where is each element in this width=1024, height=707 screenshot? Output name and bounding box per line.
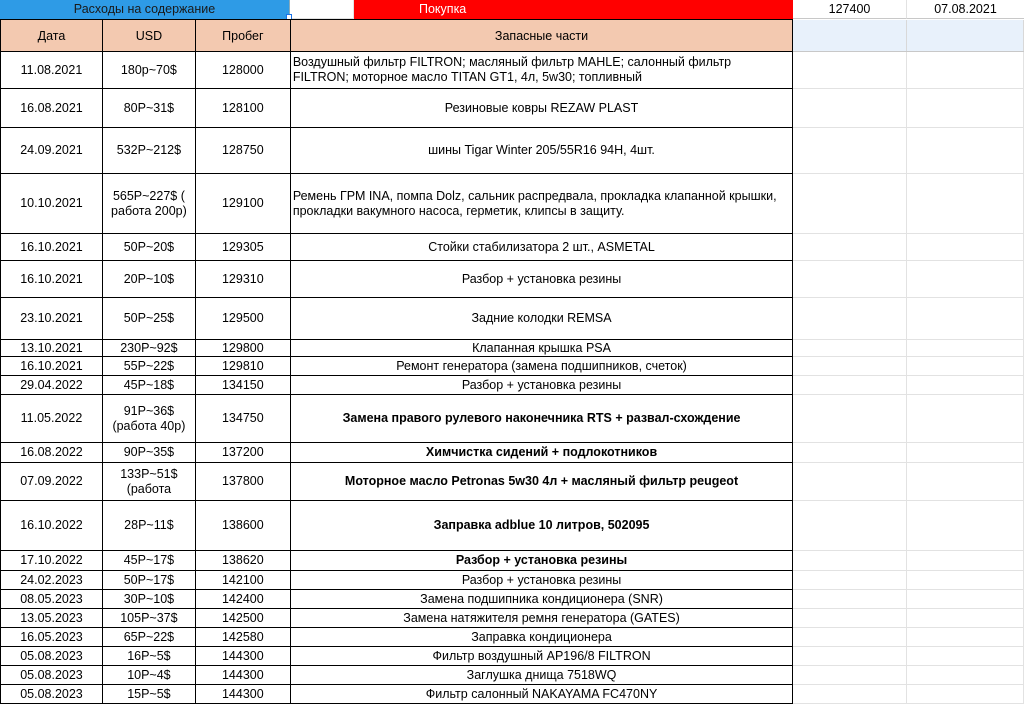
empty-cell[interactable]	[793, 340, 907, 357]
empty-cell[interactable]	[793, 234, 907, 261]
usd-cell[interactable]: 10Р~4$	[102, 666, 195, 685]
date-cell[interactable]: 13.05.2023	[1, 609, 103, 628]
table-row	[1, 571, 1024, 590]
date-cell[interactable]: 24.09.2021	[1, 128, 103, 174]
parts-cell[interactable]: Стойки стабилизатора 2 шт., ASMETAL	[290, 234, 792, 261]
mileage-cell[interactable]: 142500	[195, 609, 290, 628]
sheet-title-cell[interactable]: Расходы на содержание	[0, 0, 290, 19]
parts-cell[interactable]: Задние колодки REMSA	[290, 298, 792, 340]
usd-cell[interactable]: 230Р~92$	[102, 340, 195, 357]
empty-cell[interactable]	[793, 647, 907, 666]
usd-cell[interactable]: 80Р~31$	[102, 89, 195, 128]
empty-cell[interactable]	[907, 628, 1024, 647]
empty-cell[interactable]	[907, 376, 1024, 395]
table-row	[1, 590, 1024, 609]
table-row	[1, 443, 1024, 463]
parts-cell[interactable]: Замена натяжителя ремня генератора (GATES)	[290, 609, 792, 628]
date-cell[interactable]: 16.10.2021	[1, 261, 103, 298]
empty-cell[interactable]	[793, 685, 907, 704]
empty-cell[interactable]	[907, 174, 1024, 234]
parts-cell[interactable]: Ремень ГРМ INA, помпа Dolz, сальник распредвала, прокладка клапанной крышки, прокладки вакумного насоса, герметик, клипсы в защиту.	[290, 174, 792, 234]
table-row	[1, 261, 1024, 298]
empty-cell[interactable]	[290, 0, 354, 19]
date-cell[interactable]: 16.05.2023	[1, 628, 103, 647]
empty-cell[interactable]	[793, 666, 907, 685]
table-row	[1, 463, 1024, 501]
mileage-cell[interactable]: 129800	[195, 340, 290, 357]
usd-cell[interactable]: 565Р~227$ ( работа 200р)	[102, 174, 195, 234]
empty-cell[interactable]	[907, 357, 1024, 376]
header-parts[interactable]: Запасные части	[290, 20, 792, 52]
mileage-cell[interactable]: 128100	[195, 89, 290, 128]
mileage-cell[interactable]: 128000	[195, 52, 290, 89]
empty-cell[interactable]	[907, 234, 1024, 261]
usd-cell[interactable]: 65Р~22$	[102, 628, 195, 647]
parts-cell[interactable]: Разбор + установка резины	[290, 376, 792, 395]
empty-cell[interactable]	[907, 551, 1024, 571]
parts-cell[interactable]: Фильтр воздушный AP196/8 FILTRON	[290, 647, 792, 666]
parts-cell[interactable]: Заглушка днища 7518WQ	[290, 666, 792, 685]
empty-cell[interactable]	[907, 52, 1024, 89]
date-cell[interactable]: 16.10.2021	[1, 357, 103, 376]
empty-cell[interactable]	[907, 395, 1024, 443]
table-row	[1, 174, 1024, 234]
empty-cell[interactable]	[793, 357, 907, 376]
empty-cell[interactable]	[907, 609, 1024, 628]
table-row	[1, 647, 1024, 666]
table-row	[1, 628, 1024, 647]
empty-cell[interactable]	[793, 501, 907, 551]
empty-cell[interactable]	[907, 647, 1024, 666]
usd-cell[interactable]: 133Р~51$ (работа	[102, 463, 195, 501]
mileage-cell[interactable]: 138600	[195, 501, 290, 551]
parts-cell[interactable]: шины Tigar Winter 205/55R16 94H, 4шт.	[290, 128, 792, 174]
mileage-cell[interactable]: 137800	[195, 463, 290, 501]
usd-cell[interactable]: 45Р~18$	[102, 376, 195, 395]
empty-cell[interactable]	[907, 128, 1024, 174]
table-row	[1, 89, 1024, 128]
table-row	[1, 234, 1024, 261]
table-row	[1, 551, 1024, 571]
empty-cell[interactable]	[793, 463, 907, 501]
parts-cell[interactable]: Заправка кондиционера	[290, 628, 792, 647]
usd-cell[interactable]: 91Р~36$ (работа 40р)	[102, 395, 195, 443]
date-cell[interactable]: 11.08.2021	[1, 52, 103, 89]
parts-cell[interactable]: Замена подшипника кондиционера (SNR)	[290, 590, 792, 609]
usd-cell[interactable]: 20Р~10$	[102, 261, 195, 298]
mileage-cell[interactable]: 142580	[195, 628, 290, 647]
table-row	[1, 340, 1024, 357]
empty-cell[interactable]	[793, 128, 907, 174]
table-row	[1, 395, 1024, 443]
header-mileage[interactable]: Пробег	[195, 20, 290, 52]
empty-cell[interactable]	[793, 52, 907, 89]
table-row	[1, 357, 1024, 376]
empty-cell[interactable]	[793, 174, 907, 234]
mileage-cell[interactable]: 144300	[195, 647, 290, 666]
mileage-cell[interactable]: 129500	[195, 298, 290, 340]
empty-cell[interactable]	[907, 571, 1024, 590]
purchase-date-cell[interactable]: 07.08.2021	[907, 0, 1024, 19]
mileage-cell[interactable]: 142400	[195, 590, 290, 609]
mileage-cell[interactable]: 134150	[195, 376, 290, 395]
top-row	[0, 0, 1024, 19]
table-row	[1, 501, 1024, 551]
parts-cell[interactable]: Химчистка сидений + подлокотников	[290, 443, 792, 463]
mileage-cell[interactable]: 134750	[195, 395, 290, 443]
header-date[interactable]: Дата	[1, 20, 103, 52]
mileage-cell[interactable]: 129100	[195, 174, 290, 234]
mileage-cell[interactable]: 142100	[195, 571, 290, 590]
parts-cell[interactable]: Резиновые ковры REZAW PLAST	[290, 89, 792, 128]
mileage-cell[interactable]: 129810	[195, 357, 290, 376]
header-row	[1, 20, 1024, 52]
mileage-cell[interactable]: 128750	[195, 128, 290, 174]
date-cell[interactable]: 08.05.2023	[1, 590, 103, 609]
table-row	[1, 685, 1024, 704]
empty-cell[interactable]	[793, 376, 907, 395]
parts-cell[interactable]: Разбор + установка резины	[290, 551, 792, 571]
date-cell[interactable]: 16.10.2021	[1, 234, 103, 261]
empty-cell[interactable]	[793, 551, 907, 571]
usd-cell[interactable]: 180р~70$	[102, 52, 195, 89]
empty-cell[interactable]	[793, 571, 907, 590]
parts-cell[interactable]: Воздушный фильтр FILTRON; масляный фильтр MAHLE; салонный фильтр FILTRON; моторное масло TITAN GT1, 4л, 5w30; топливный	[290, 52, 792, 89]
empty-cell[interactable]	[793, 395, 907, 443]
date-cell[interactable]: 11.05.2022	[1, 395, 103, 443]
date-cell[interactable]: 13.10.2021	[1, 340, 103, 357]
date-cell[interactable]: 24.02.2023	[1, 571, 103, 590]
usd-cell[interactable]: 55Р~22$	[102, 357, 195, 376]
empty-cell[interactable]	[907, 261, 1024, 298]
mileage-cell[interactable]: 129310	[195, 261, 290, 298]
parts-cell[interactable]: Клапанная крышка PSA	[290, 340, 792, 357]
usd-cell[interactable]: 105Р~37$	[102, 609, 195, 628]
table-row	[1, 376, 1024, 395]
table-row	[1, 666, 1024, 685]
empty-cell[interactable]	[793, 443, 907, 463]
usd-cell[interactable]: 30Р~10$	[102, 590, 195, 609]
usd-cell[interactable]: 50Р~25$	[102, 298, 195, 340]
table-row	[1, 52, 1024, 89]
date-cell[interactable]: 10.10.2021	[1, 174, 103, 234]
usd-cell[interactable]: 50Р~17$	[102, 571, 195, 590]
mileage-cell[interactable]: 144300	[195, 685, 290, 704]
empty-cell[interactable]	[793, 89, 907, 128]
date-cell[interactable]: 05.08.2023	[1, 647, 103, 666]
empty-cell[interactable]	[793, 628, 907, 647]
mileage-cell[interactable]: 129305	[195, 234, 290, 261]
purchase-label-cell[interactable]: Покупка	[354, 0, 793, 19]
parts-cell[interactable]: Разбор + установка резины	[290, 571, 792, 590]
usd-cell[interactable]: 16Р~5$	[102, 647, 195, 666]
table-row	[1, 609, 1024, 628]
table-row	[1, 298, 1024, 340]
empty-cell[interactable]	[907, 443, 1024, 463]
date-cell[interactable]: 16.08.2022	[1, 443, 103, 463]
table-row	[1, 128, 1024, 174]
parts-cell[interactable]: Заправка adblue 10 литров, 502095	[290, 501, 792, 551]
usd-cell[interactable]: 45Р~17$	[102, 551, 195, 571]
empty-cell[interactable]	[907, 298, 1024, 340]
usd-cell[interactable]: 90Р~35$	[102, 443, 195, 463]
empty-cell[interactable]	[907, 590, 1024, 609]
mileage-cell[interactable]: 144300	[195, 666, 290, 685]
usd-cell[interactable]: 50Р~20$	[102, 234, 195, 261]
date-cell[interactable]: 17.10.2022	[1, 551, 103, 571]
empty-cell[interactable]	[907, 340, 1024, 357]
mileage-cell[interactable]: 137200	[195, 443, 290, 463]
expenses-table	[0, 19, 1024, 704]
date-cell[interactable]: 23.10.2021	[1, 298, 103, 340]
mileage-cell[interactable]: 138620	[195, 551, 290, 571]
parts-cell[interactable]: Разбор + установка резины	[290, 261, 792, 298]
date-cell[interactable]: 07.09.2022	[1, 463, 103, 501]
usd-cell[interactable]: 15Р~5$	[102, 685, 195, 704]
date-cell[interactable]: 16.10.2022	[1, 501, 103, 551]
empty-cell[interactable]	[793, 590, 907, 609]
usd-cell[interactable]: 28Р~11$	[102, 501, 195, 551]
empty-cell[interactable]	[793, 20, 907, 52]
header-usd[interactable]: USD	[102, 20, 195, 52]
empty-cell[interactable]	[907, 501, 1024, 551]
empty-cell[interactable]	[793, 298, 907, 340]
empty-cell[interactable]	[793, 261, 907, 298]
usd-cell[interactable]: 532Р~212$	[102, 128, 195, 174]
date-cell[interactable]: 16.08.2021	[1, 89, 103, 128]
purchase-mileage-cell[interactable]: 127400	[793, 0, 907, 19]
parts-cell[interactable]: Моторное масло Petronas 5w30 4л + масляный фильтр peugeot	[290, 463, 792, 501]
parts-cell[interactable]: Ремонт генератора (замена подшипников, счеток)	[290, 357, 792, 376]
date-cell[interactable]: 05.08.2023	[1, 666, 103, 685]
parts-cell[interactable]: Фильтр салонный NAKAYAMA FC470NY	[290, 685, 792, 704]
empty-cell[interactable]	[907, 685, 1024, 704]
empty-cell[interactable]	[907, 463, 1024, 501]
empty-cell[interactable]	[793, 609, 907, 628]
empty-cell[interactable]	[907, 89, 1024, 128]
empty-cell[interactable]	[907, 666, 1024, 685]
empty-cell[interactable]	[907, 20, 1024, 52]
date-cell[interactable]: 29.04.2022	[1, 376, 103, 395]
date-cell[interactable]: 05.08.2023	[1, 685, 103, 704]
parts-cell[interactable]: Замена правого рулевого наконечника RTS + развал-схождение	[290, 395, 792, 443]
